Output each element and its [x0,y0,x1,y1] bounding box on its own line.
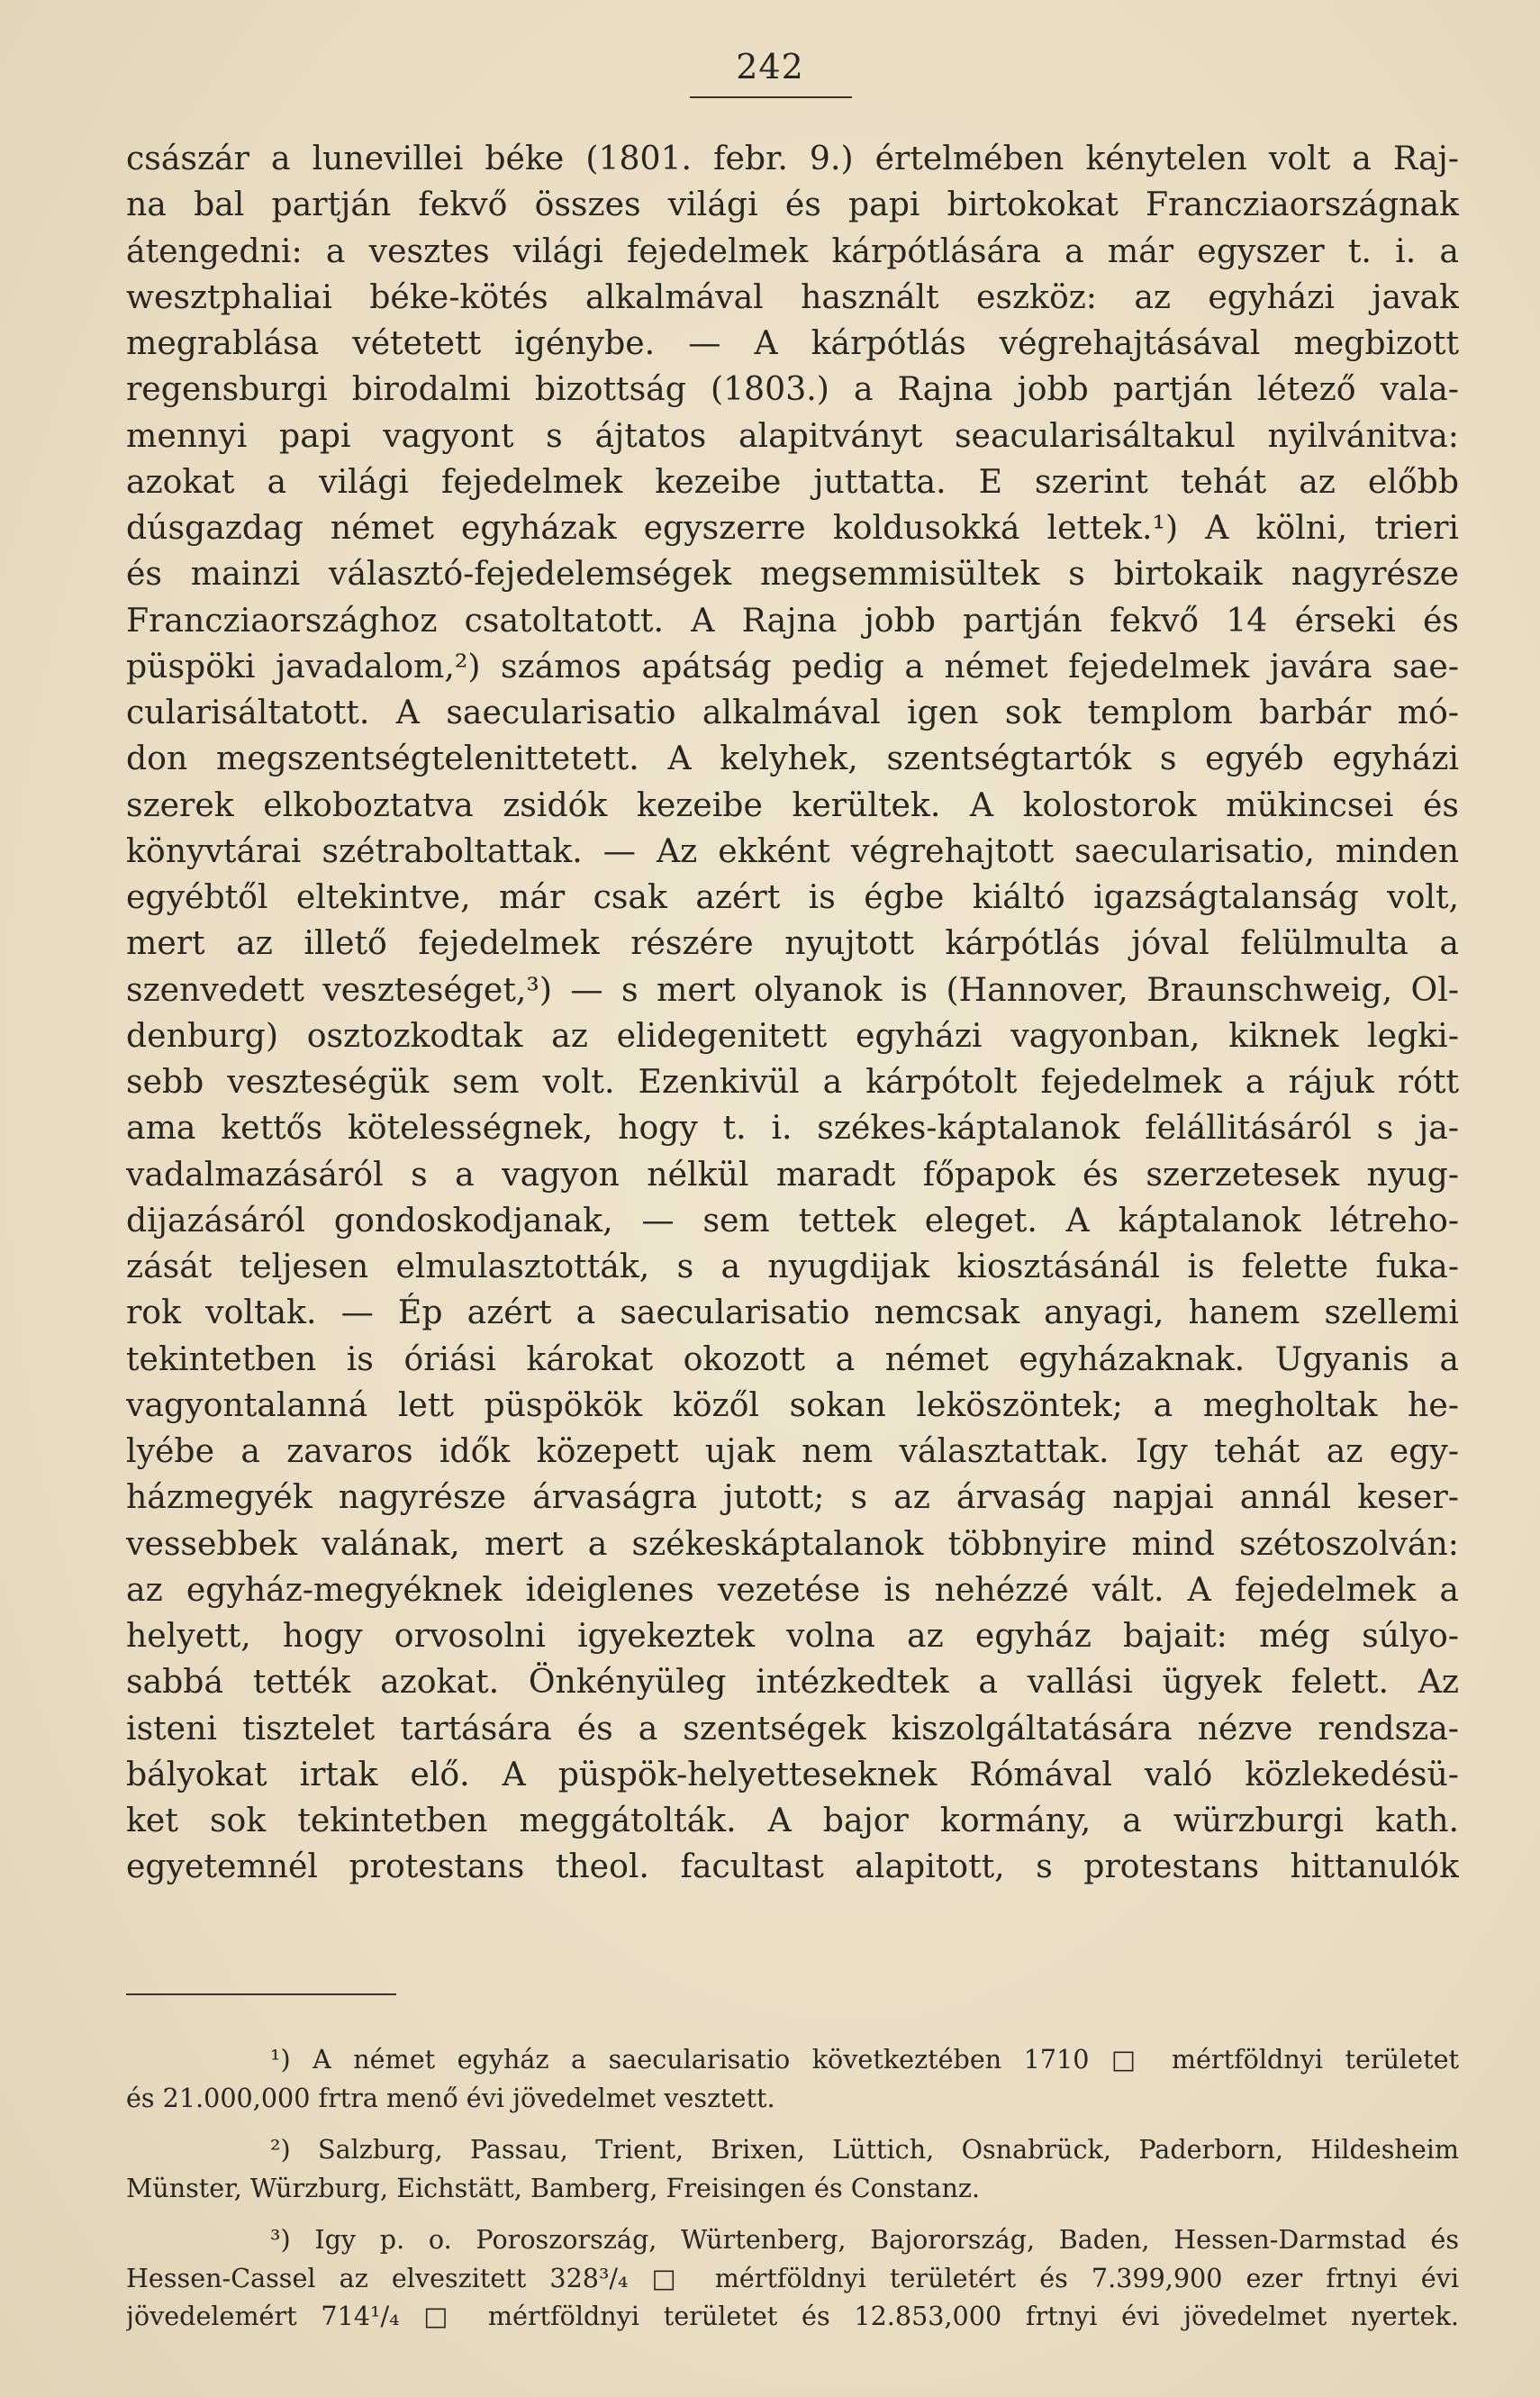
body-line: sabbá tették azokat. Önkényüleg intézkedtek a vallási ügyek felett. Az [126,1662,1459,1702]
body-line: bályokat irtak elő. A püspök-helyetteseknek Rómával való közlekedésü- [126,1754,1459,1793]
body-line: na bal partján fekvő összes világi és papi birtokokat Francziaországnak [126,185,1459,224]
body-line: cularisáltatott. A saecularisatio alkalmával igen sok templom barbár mó- [126,693,1459,731]
body-line: vessebbek valának, mert a székeskáptalanok többnyire mind szétoszolván: [126,1523,1459,1563]
body-line: egyébtől eltekintve, már csak azért is égbe kiáltó igazságtalanság volt, [126,877,1459,916]
body-line: don megszentségtelenittetett. A kelyhek, szentségtartók s egyéb egyházi [126,739,1459,778]
body-line: helyett, hogy orvosolni igyekeztek volna az egyház bajait: még súlyo- [126,1616,1459,1655]
footnote-line: ¹) A német egyház a saecularisatio következtében 1710 □ mértföldnyi területet [270,2044,1459,2075]
body-line: denburg) osztozkodtak az elidegenitett egyházi vagyonban, kiknek legki- [126,1015,1459,1055]
body-line: püspöki javadalom,²) számos apátság pedig a német fejedelmek javára sae- [126,646,1459,686]
body-line: megrablása vétetett igénybe. — A kárpótlás végrehajtásával megbizott [126,323,1459,362]
body-line: vadalmazásáról s a vagyon nélkül maradt főpapok és szerzetesek nyug- [126,1154,1459,1194]
footnote-line: ³) Igy p. o. Poroszország, Würtenberg, Bajorország, Baden, Hessen-Darmstad és [270,2224,1459,2255]
body-line: az egyház-megyéknek ideiglenes vezetése is nehézzé vált. A fejedelmek a [126,1569,1459,1609]
body-line: ket sok tekintetben meggátolták. A bajor kormány, a würzburgi kath. [126,1801,1459,1839]
body-line: sebb veszteségük sem volt. Ezenkivül a kárpótolt fejedelmek a rájuk rótt [126,1062,1459,1101]
body-line: dúsgazdag német egyházak egyszerre koldusokká lettek.¹) A kölni, trieri [126,508,1459,547]
body-line: császár a lunevillei béke (1801. febr. 9.) értelmében kénytelen volt a Raj- [126,139,1459,177]
body-line: regensburgi birodalmi bizottság (1803.) a Rajna jobb partján létező vala- [126,369,1459,409]
body-text [126,135,1459,1890]
footnote-gap [126,2207,1459,2220]
body-line: egyetemnél protestans theol. facultast alapitott, s protestans hittanulók [126,1847,1459,1886]
body-line: azokat a világi fejedelmek kezeibe juttatta. E szerint tehát az előbb [126,461,1459,501]
body-line: rok voltak. — Ép azért a saecularisatio nemcsak anyagi, hanem szellemi [126,1293,1459,1332]
footnote-line: jövedelemért 714¹/₄ □ mértföldnyi területet és 12.853,000 frtnyi évi jövedelmet nyertek. [126,2301,1459,2331]
body-line: lyébe a zavaros idők közepett ujak nem választattak. Igy tehát az egy- [126,1431,1459,1470]
body-line: tekintetben is óriási károkat okozott a német egyházaknak. Ugyanis a [126,1339,1459,1378]
body-line: könyvtárai szétraboltattak. — Az ekként végrehajtott saecularisatio, minden [126,831,1459,870]
body-line: Francziaországhoz csatoltatott. A Rajna jobb partján fekvő 14 érseki és [126,600,1459,640]
body-line: vagyontalanná lett püspökök közől sokan leköszöntek; a megholtak he- [126,1385,1459,1424]
footnote-line: Hessen-Cassel az elveszitett 328³/₄ □ mértföldnyi területért és 7.399,900 ezer frtnyi évi [126,2262,1459,2293]
footnote-line: Münster, Würzburg, Eichstätt, Bamberg, Freisingen és Constanz. [126,2172,981,2203]
body-line: wesztphaliai béke-kötés alkalmával használt eszköz: az egyházi javak [126,277,1459,316]
body-line: és mainzi választó-fejedelemségek megsemmisültek s birtokaik nagyrésze [126,554,1459,594]
footnote [126,2040,1459,2117]
body-line: isteni tisztelet tartására és a szentségek kiszolgáltatására nézve rendsza- [126,1708,1459,1748]
body-line: házmegyék nagyrésze árvaságra jutott; s az árvaság napjai annál keser- [126,1477,1459,1517]
body-line: ama kettős kötelességnek, hogy t. i. székes-káptalanok felállitásáról s ja- [126,1108,1459,1148]
footnotes [126,2040,1459,2336]
body-line: mennyi papi vagyont s ájtatos alapitványt seacularisáltakul nyilvánitva: [126,415,1459,455]
footnote-gap [126,2117,1459,2130]
body-line: szenvedett veszteséget,³) — s mert olyanok is (Hannover, Braunschweig, Ol- [126,969,1459,1009]
header-rule [690,96,852,98]
body-line: zását teljesen elmulasztották, s a nyugdijak kiosztásánál is felette fuka- [126,1247,1459,1285]
body-line: mert az illető fejedelmek részére nyujtott kárpótlás jóval felülmulta a [126,923,1459,963]
body-line: átengedni: a vesztes világi fejedelmek kárpótlására a már egyszer t. i. a [126,231,1459,270]
footnote-rule [126,1993,396,1995]
footnote [126,2130,1459,2207]
body-line: dijazásáról gondoskodjanak, — sem tettek eleget. A káptalanok létreho- [126,1200,1459,1239]
body-line: szerek elkoboztatva zsidók kezeibe kerültek. A kolostorok mükincsei és [126,785,1459,824]
footnote [126,2220,1459,2336]
footnote-line: ²) Salzburg, Passau, Trient, Brixen, Lüttich, Osnabrück, Paderborn, Hildesheim [270,2134,1459,2165]
page-number: 242 [736,47,804,86]
footnote-line: és 21.000,000 frtra menő évi jövedelmet vesztett. [126,2082,775,2113]
